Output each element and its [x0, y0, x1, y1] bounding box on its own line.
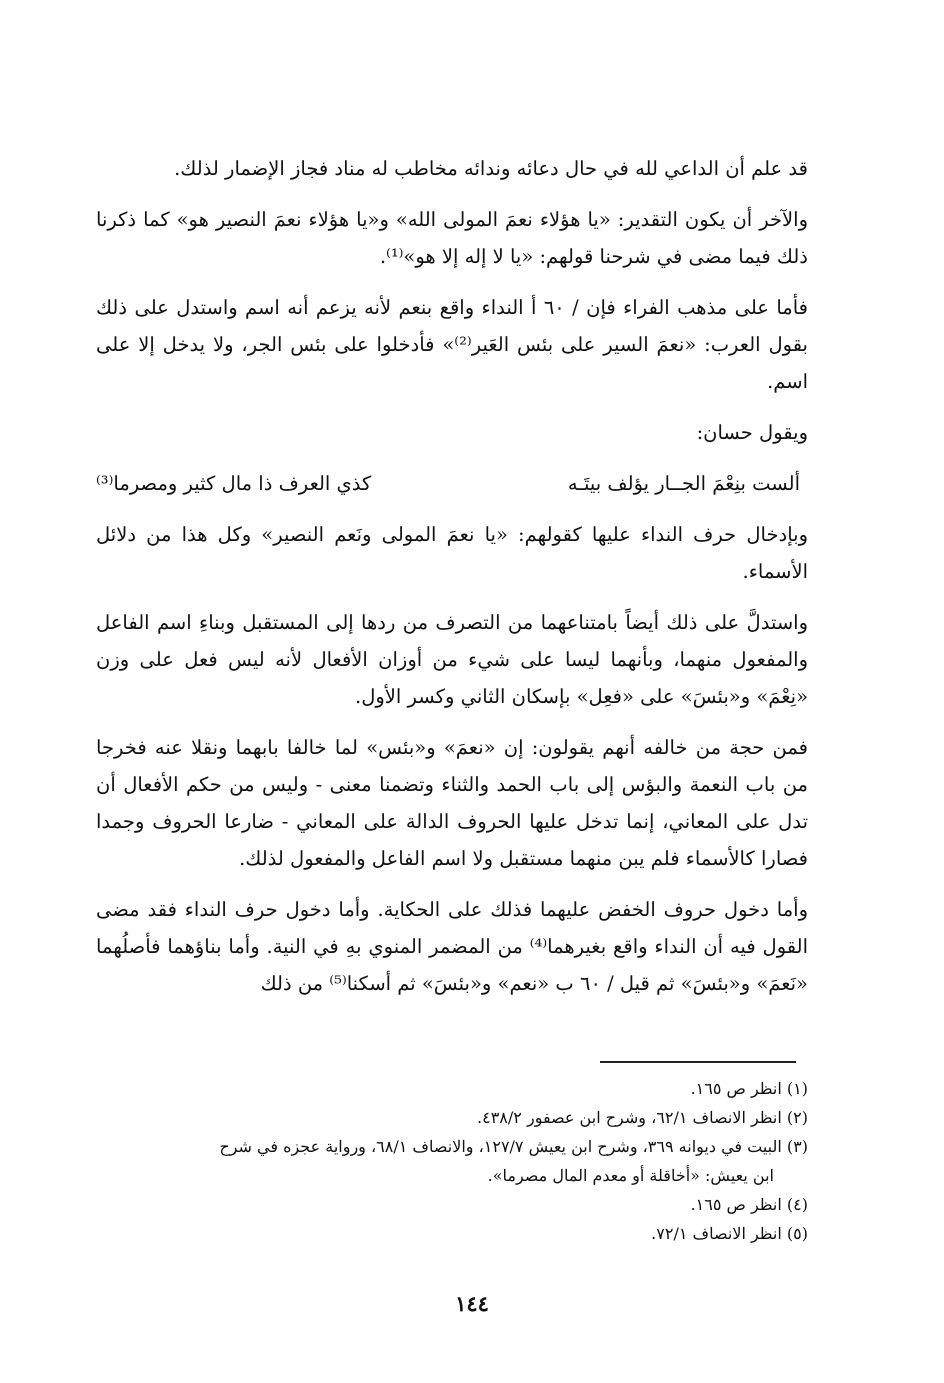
- footnotes: [96, 1074, 808, 1248]
- paragraph: واستدلَّ على ذلك أيضاً بامتناعهما من التصرف من ردها إلى المستقبل وبناءِ اسم الفاعل والمفعول منهما، وبأنهما ليسا على شيء من أوزان الأفعال لأنه ليس فعل على وزن «نِعْمَ» و«بئسَ» على «فعِل» بإسكان الثاني وكسر الأول.: [96, 611, 808, 708]
- footnote: (٥) انظر الانصاف ٧٢/١.: [651, 1224, 808, 1243]
- paragraph: وأما دخول حروف الخفض عليهما فذلك على الحكاية. وأما دخول حرف النداء فقد مضى القول فيه أن النداء واقع بغيرهما⁽⁴⁾ من المضمر المنوي بهِ في النية. وأما بناؤهما فأصلُهما «نَعمَ» و«بئسَ» ثم قيل / ٦٠ ب «نعم» و«بئسَ» ثم أسكنا⁽⁵⁾ من ذلك: [96, 898, 808, 995]
- poetry-verse: [96, 465, 808, 502]
- paragraph: فمن حجة من خالفه أنهم يقولون: إن «نعمَ» و«بئس» لما خالفا بابهما ونقلا عنه فخرجا من باب النعمة والبؤس إلى باب الحمد والثناء وتضمنا معنى - وليس من حكم الأفعال أن تدل على المعاني، إنما تدخل عليها الحروف الدالة على المعاني - ضارعا الحروف وجمدا فصارا كالأسماء فلم يبن منهما مستقبل ولا اسم الفاعل والمفعول لذلك.: [96, 736, 808, 870]
- paragraph: والآخر أن يكون التقدير: «يا هؤلاء نعمَ المولى الله» و«يا هؤلاء نعمَ النصير هو» كما ذكرنا ذلك فيما مضى في شرحنا قولهم: «يا لا إله إلا هو»⁽¹⁾.: [96, 208, 808, 268]
- main-text: [96, 150, 808, 1016]
- footnote: (٣) البيت في ديوانه ٣٦٩، وشرح ابن يعيش ١٢٧/٧، والانصاف ٦٨/١، ورواية عجزه في شرح: [219, 1137, 808, 1156]
- footnote-continuation: ابن يعيش: «أخاقلة أو معدم المال مصرما».: [487, 1166, 774, 1185]
- paragraph: قد علم أن الداعي لله في حال دعائه وندائه مخاطب له مناد فجاز الإضمار لذلك.: [174, 157, 808, 180]
- paragraph: فأما على مذهب الفراء فإن / ٦٠ أ النداء واقع بنعم لأنه يزعم أنه اسم واستدل على ذلك بقول العرب: «نعمَ السير على بئس العَير⁽²⁾» فأدخلوا على بئس الجر، ولا يدخل إلا على اسم.: [96, 296, 808, 393]
- paragraph: وبإدخال حرف النداء عليها كقولهم: «يا نعمَ المولى ونَعم النصير» وكل هذا من دلائل الأسماء.: [96, 523, 808, 583]
- verse-second-hemistich: كذي العرف ذا مال كثير ومصرما⁽³⁾: [96, 472, 372, 495]
- footnote: (٢) انظر الانصاف ٦٢/١، وشرح ابن عصفور ٤٣٨/٢.: [477, 1108, 808, 1127]
- verse-first-hemistich: ألست بنِعْمَ الجــار يؤلف بيتَـه: [567, 472, 800, 495]
- footnote-separator: [600, 1061, 796, 1063]
- footnote: (١) انظر ص ١٦٥.: [690, 1079, 808, 1098]
- footnote: (٤) انظر ص ١٦٥.: [690, 1195, 808, 1214]
- verse-intro: ويقول حسان:: [696, 421, 808, 444]
- page-number: ١٤٤: [455, 1291, 489, 1316]
